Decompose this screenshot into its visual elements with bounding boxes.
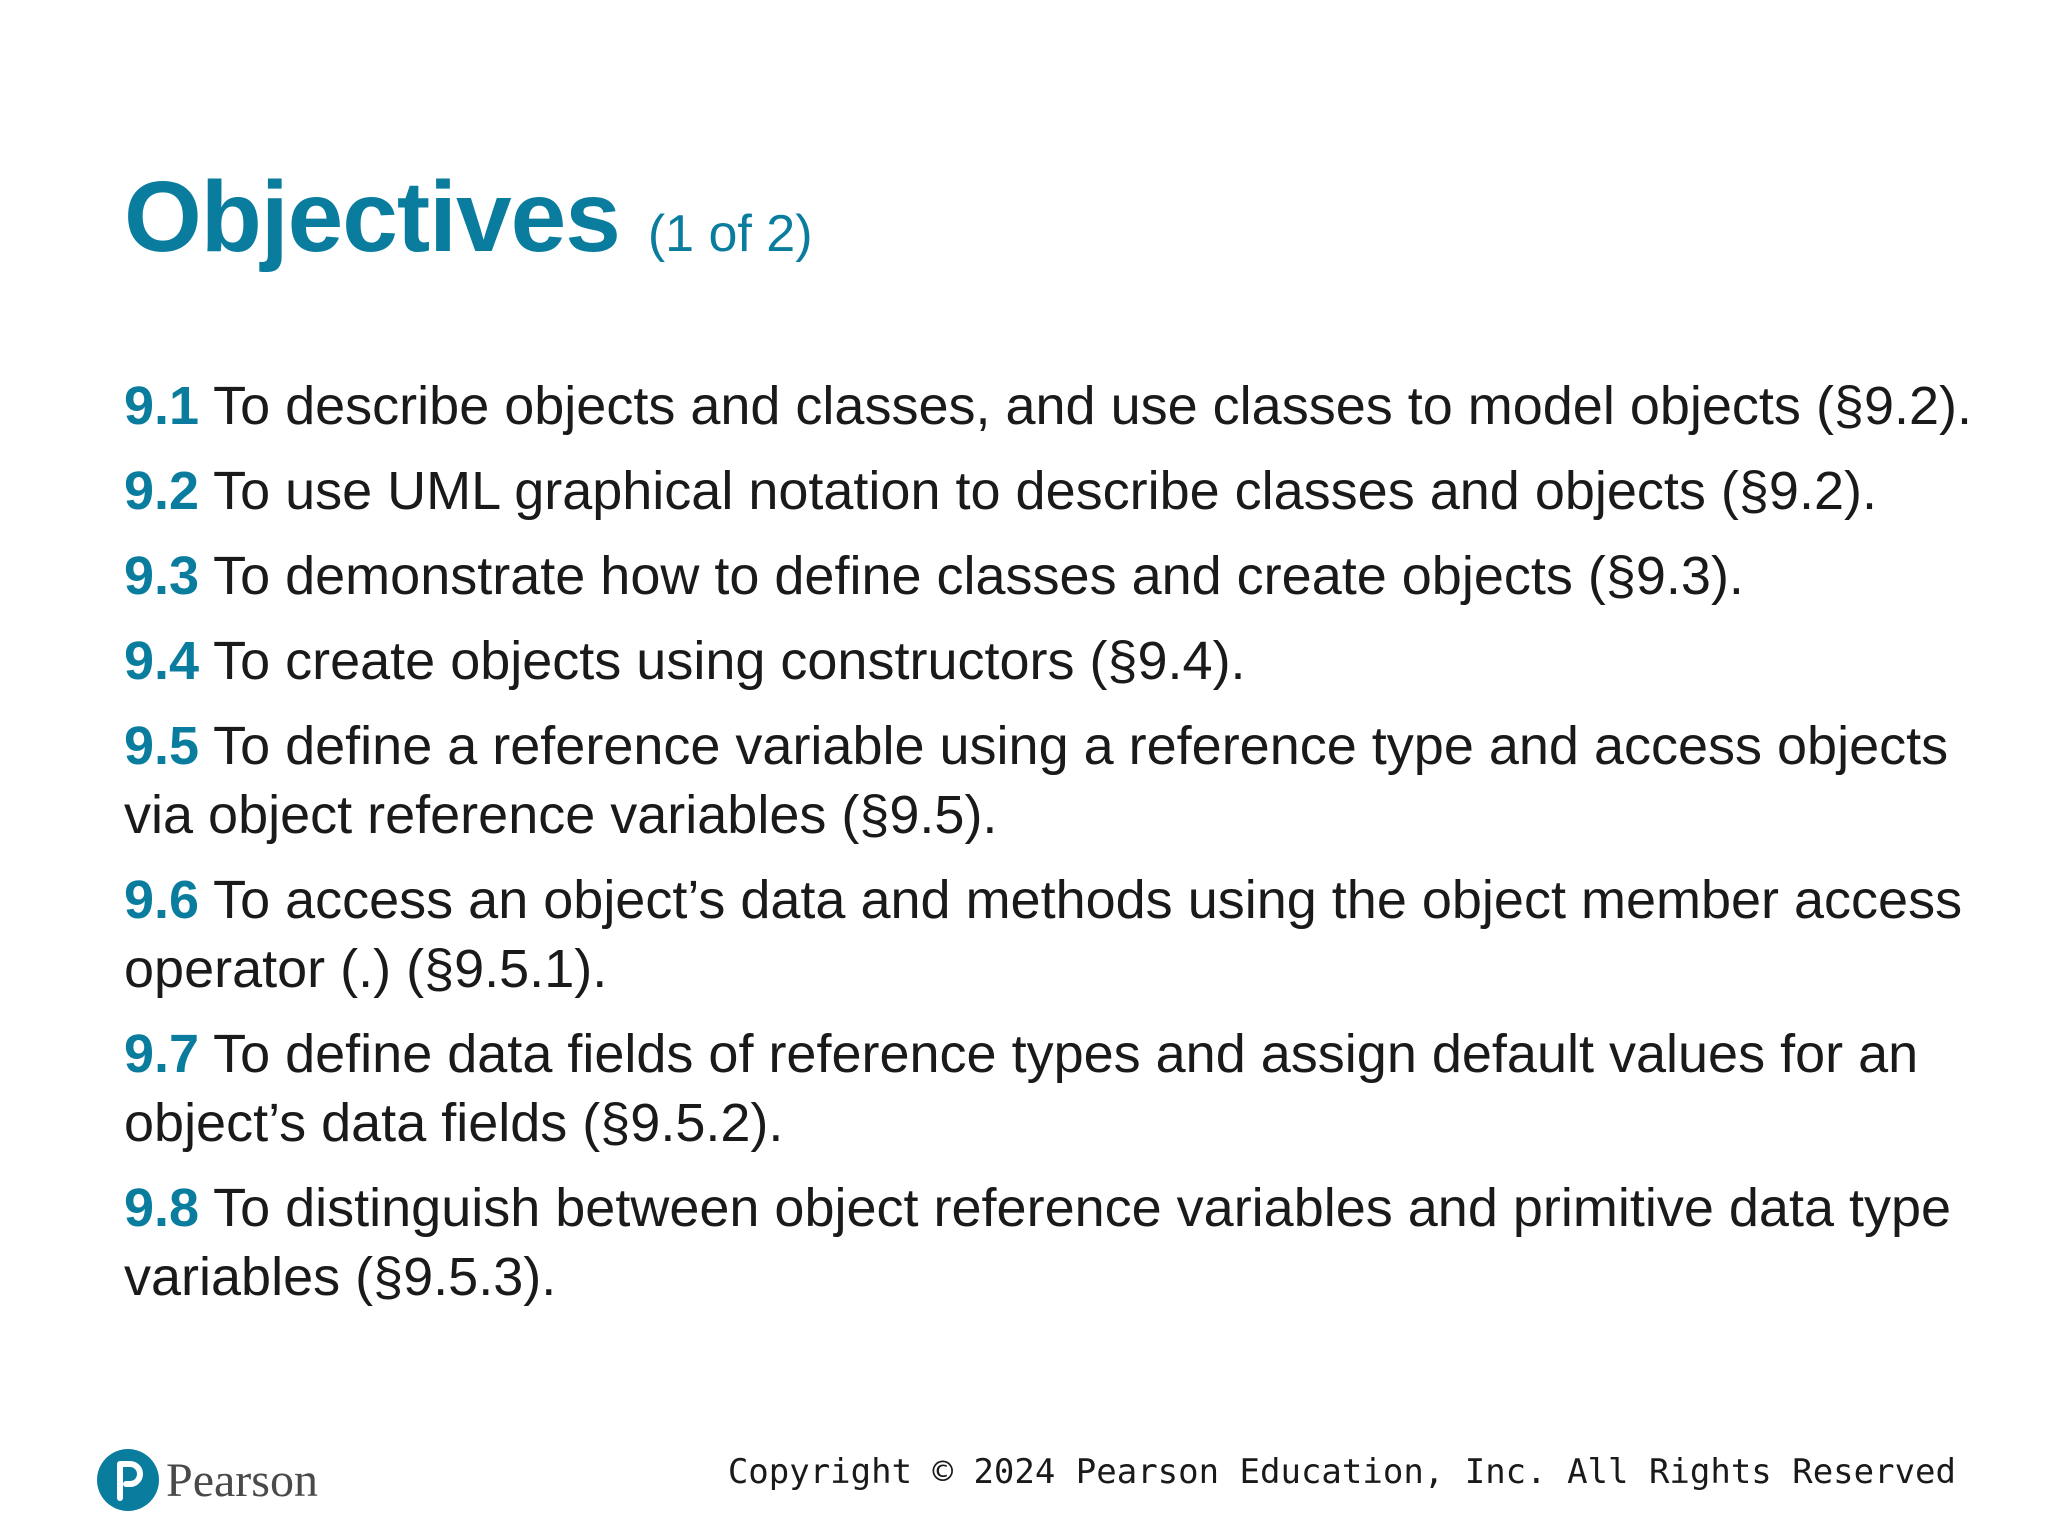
objective-number: 9.7 <box>124 1024 200 1084</box>
objective-number: 9.4 <box>124 631 200 691</box>
objective-item <box>124 866 2014 1004</box>
objective-item <box>124 712 2014 850</box>
objective-text: To create objects using constructors (§9.4). <box>213 631 1246 691</box>
objective-text: To access an object’s data and methods using the object member access operator (.) (§9.5.1). <box>124 870 1963 999</box>
title-main: Objectives <box>124 161 620 273</box>
objective-item <box>124 457 2014 526</box>
copyright-notice: Copyright © 2024 Pearson Education, Inc. All Rights Reserved <box>727 1452 1956 1492</box>
objective-item <box>124 1020 2014 1158</box>
objective-number: 9.5 <box>124 716 200 776</box>
objective-number: 9.2 <box>124 461 200 521</box>
objective-text: To define data fields of reference types and assign default values for an object’s data fields (§9.5.2). <box>124 1024 1919 1153</box>
objective-item <box>124 1174 2014 1312</box>
pearson-logo <box>96 1448 318 1512</box>
objective-number: 9.6 <box>124 870 200 930</box>
objective-text: To describe objects and classes, and use classes to model objects (§9.2). <box>213 376 1973 436</box>
objective-text: To use UML graphical notation to describe classes and objects (§9.2). <box>213 461 1877 521</box>
objective-number: 9.8 <box>124 1178 200 1238</box>
objective-number: 9.1 <box>124 376 200 436</box>
objective-number: 9.3 <box>124 546 200 606</box>
pearson-p-icon <box>96 1448 160 1512</box>
slide-title <box>124 160 813 275</box>
objective-text: To define a reference variable using a reference type and access objects via object reference variables (§9.5). <box>124 716 1949 845</box>
objective-item <box>124 627 2014 696</box>
title-page-indicator: (1 of 2) <box>647 205 813 263</box>
objective-text: To distinguish between object reference variables and primitive data type variables (§9.5.3). <box>124 1178 1952 1307</box>
objective-item <box>124 542 2014 611</box>
pearson-logo-text: Pearson <box>166 1453 318 1507</box>
objective-item <box>124 372 2014 441</box>
objectives-list <box>124 372 2014 1328</box>
objective-text: To demonstrate how to define classes and create objects (§9.3). <box>213 546 1744 606</box>
